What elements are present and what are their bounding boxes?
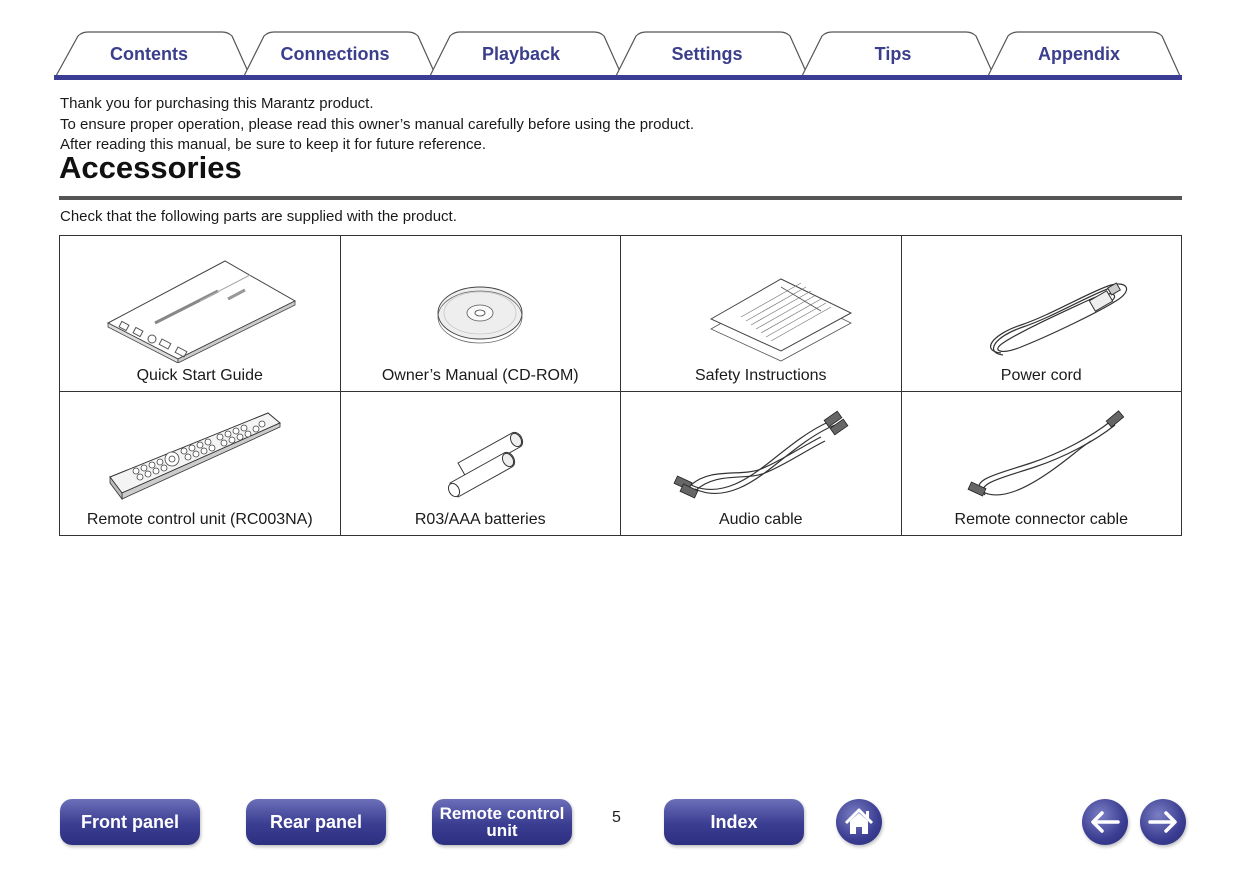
remote-control-label-line2: unit — [486, 821, 518, 840]
page-title: Accessories — [59, 150, 242, 185]
rear-panel-label: Rear panel — [269, 811, 363, 832]
accessory-label: Remote control unit (RC003NA) — [86, 511, 313, 528]
accessory-label: R03/AAA batteries — [414, 511, 546, 528]
accessory-cell — [621, 236, 902, 392]
accessory-cell — [340, 236, 621, 392]
accessory-cell — [901, 392, 1182, 536]
intro-line: To ensure proper operation, please read this owner’s manual carefully before using the product. — [60, 115, 694, 133]
accessory-cell — [621, 392, 902, 536]
check-instructions: Check that the following parts are supplied with the product. — [60, 208, 457, 225]
front-panel-label: Front panel — [81, 811, 179, 832]
remote-control-unit-button[interactable] — [432, 799, 572, 845]
accessory-label: Remote connector cable — [954, 511, 1128, 528]
table-row — [60, 236, 1182, 392]
page-number: 5 — [612, 809, 621, 826]
accessory-label: Audio cable — [718, 511, 803, 528]
tab-contents[interactable]: Contents — [110, 44, 188, 64]
intro-line: After reading this manual, be sure to keep it for future reference. — [60, 136, 487, 153]
accessory-cell — [340, 392, 621, 536]
accessories-table — [59, 235, 1182, 536]
intro-line: Thank you for purchasing this Marantz product. — [60, 95, 374, 112]
safety-instructions-icon — [661, 255, 861, 363]
tab-settings[interactable]: Settings — [671, 44, 743, 64]
arrow-left-icon — [1082, 799, 1128, 845]
index-button[interactable] — [664, 799, 804, 845]
remote-control-label-line1: Remote control — [439, 804, 565, 823]
batteries-icon — [380, 407, 580, 507]
home-button[interactable] — [836, 799, 882, 845]
home-icon — [836, 799, 882, 845]
cd-rom-icon — [380, 255, 580, 363]
arrow-right-icon — [1140, 799, 1186, 845]
accessory-label: Quick Start Guide — [136, 367, 263, 384]
remote-connector-cable-icon — [941, 407, 1141, 507]
table-row — [60, 392, 1182, 536]
tab-connections[interactable]: Connections — [280, 44, 390, 64]
audio-cable-icon — [661, 407, 861, 507]
accessory-cell — [901, 236, 1182, 392]
back-button[interactable] — [1082, 799, 1128, 845]
tab-bar — [54, 28, 1182, 82]
quick-start-guide-icon — [100, 255, 300, 363]
accessory-label: Safety Instructions — [694, 367, 827, 384]
tab-appendix[interactable]: Appendix — [1037, 44, 1120, 64]
intro-text — [60, 94, 694, 156]
forward-button[interactable] — [1140, 799, 1186, 845]
index-label: Index — [710, 811, 758, 832]
accessory-cell — [60, 392, 341, 536]
accessory-label: Power cord — [1000, 367, 1082, 384]
accessory-label: Owner’s Manual (CD-ROM) — [381, 367, 579, 384]
remote-control-icon — [100, 407, 300, 507]
tab-tips[interactable]: Tips — [874, 44, 912, 64]
front-panel-button[interactable] — [60, 799, 200, 845]
accessory-cell — [60, 236, 341, 392]
title-divider — [59, 196, 1182, 200]
power-cord-icon — [941, 255, 1141, 363]
tab-playback[interactable]: Playback — [481, 44, 561, 64]
rear-panel-button[interactable] — [246, 799, 386, 845]
